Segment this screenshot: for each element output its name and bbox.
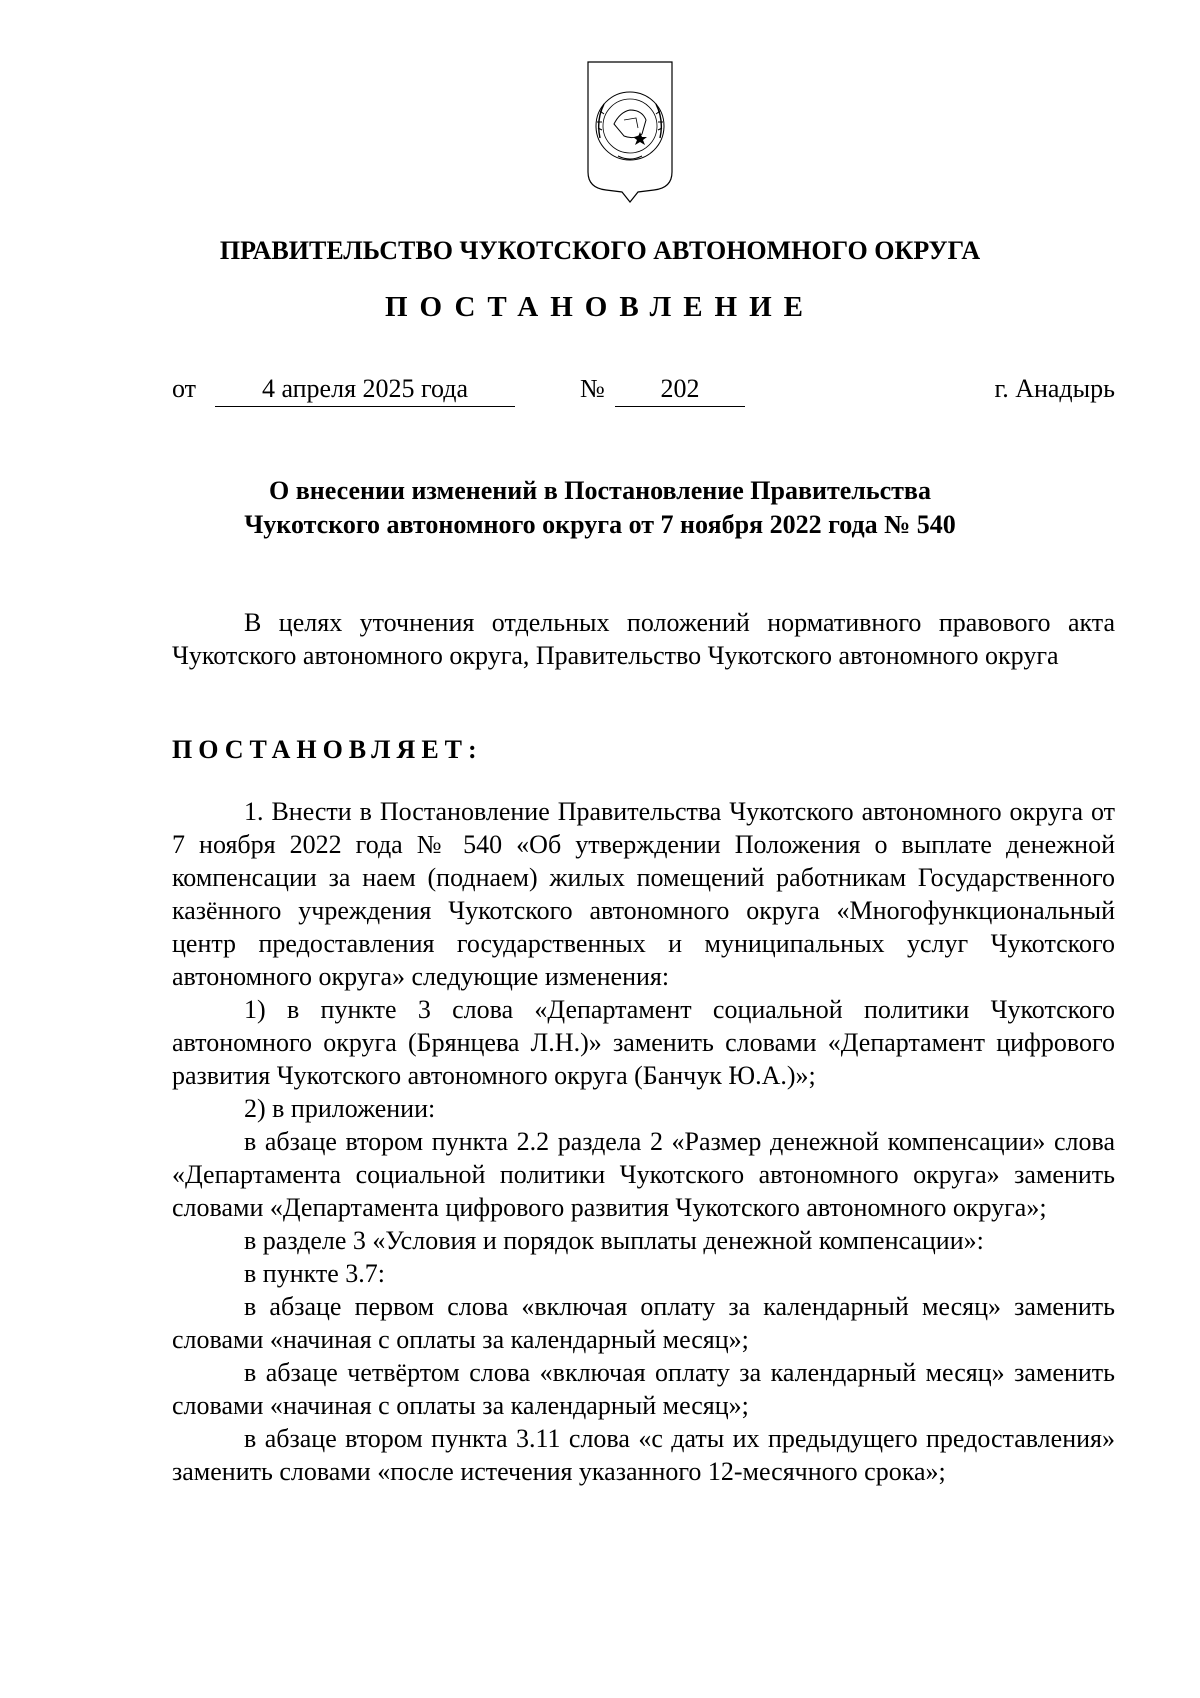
paragraph: 1) в пункте 3 слова «Департамент социальной политики Чукотского автономного округа (Брянцева Л.Н.)» заменить словами «Департамент цифрового развития Чукотского автономного округа (Банчук Ю.А.)»; [172,995,1115,1090]
paragraph: в абзаце втором пункта 2.2 раздела 2 «Размер денежной компенсации» слова «Департамента социальной политики Чукотского автономного округа» заменить словами «Департамента цифрового развития Чукотского автономного округа»; [172,1127,1115,1222]
document-date: 4 апреля 2025 года [261,374,469,403]
paragraph: в разделе 3 «Условия и порядок выплаты денежной компенсации»: [244,1226,984,1255]
subject-line-1: О внесении изменений в Постановление Правительства [269,476,931,505]
paragraph: 2) в приложении: [244,1094,436,1123]
paragraph: 1. Внести в Постановление Правительства Чукотского автономного округа от 7 ноября 2022 года № 540 «Об утверждении Положения о выплате денежной компенсации за наем (поднаем) жилых помещений работникам Государственного казённого учреждения Чукотского автономного округа «Многофункциональный центр предоставления государственных и муниципальных услуг Чукотского автономного округа» следующие изменения: [172,797,1115,991]
number-underline [615,406,745,407]
number-label: № [580,374,605,403]
document-number: 202 [660,374,700,403]
paragraph: в абзаце четвёртом слова «включая оплату за календарный месяц» заменить словами «начиная с оплаты за календарный месяц»; [172,1358,1115,1420]
preamble-text: В целях уточнения отдельных положений нормативного правового акта Чукотского автономного округа, Правительство Чукотского автономного округа [172,608,1115,670]
document-type: ПОСТАНОВЛЕНИЕ [384,291,815,323]
paragraph: в пункте 3.7: [244,1259,386,1288]
coat-of-arms-emblem [584,60,676,210]
decree-body [172,795,1115,1488]
organization-title: ПРАВИТЕЛЬСТВО ЧУКОТСКОГО АВТОНОМНОГО ОКРУГА [219,236,981,265]
paragraph: в абзаце первом слова «включая оплату за календарный месяц» заменить словами «начиная с оплаты за календарный месяц»; [172,1292,1115,1354]
document-subject [0,474,1200,542]
subject-line-2: Чукотского автономного округа от 7 ноября 2022 года № 540 [244,510,956,539]
date-underline [215,406,515,407]
preamble [172,606,1115,672]
date-label: от [172,374,197,403]
city: г. Анадырь [994,374,1115,403]
decree-word: ПОСТАНОВЛЯЕТ: [172,735,483,764]
paragraph: в абзаце втором пункта 3.11 слова «с даты их предыдущего предоставления» заменить словами «после истечения указанного 12-месячного срока»; [172,1424,1115,1486]
